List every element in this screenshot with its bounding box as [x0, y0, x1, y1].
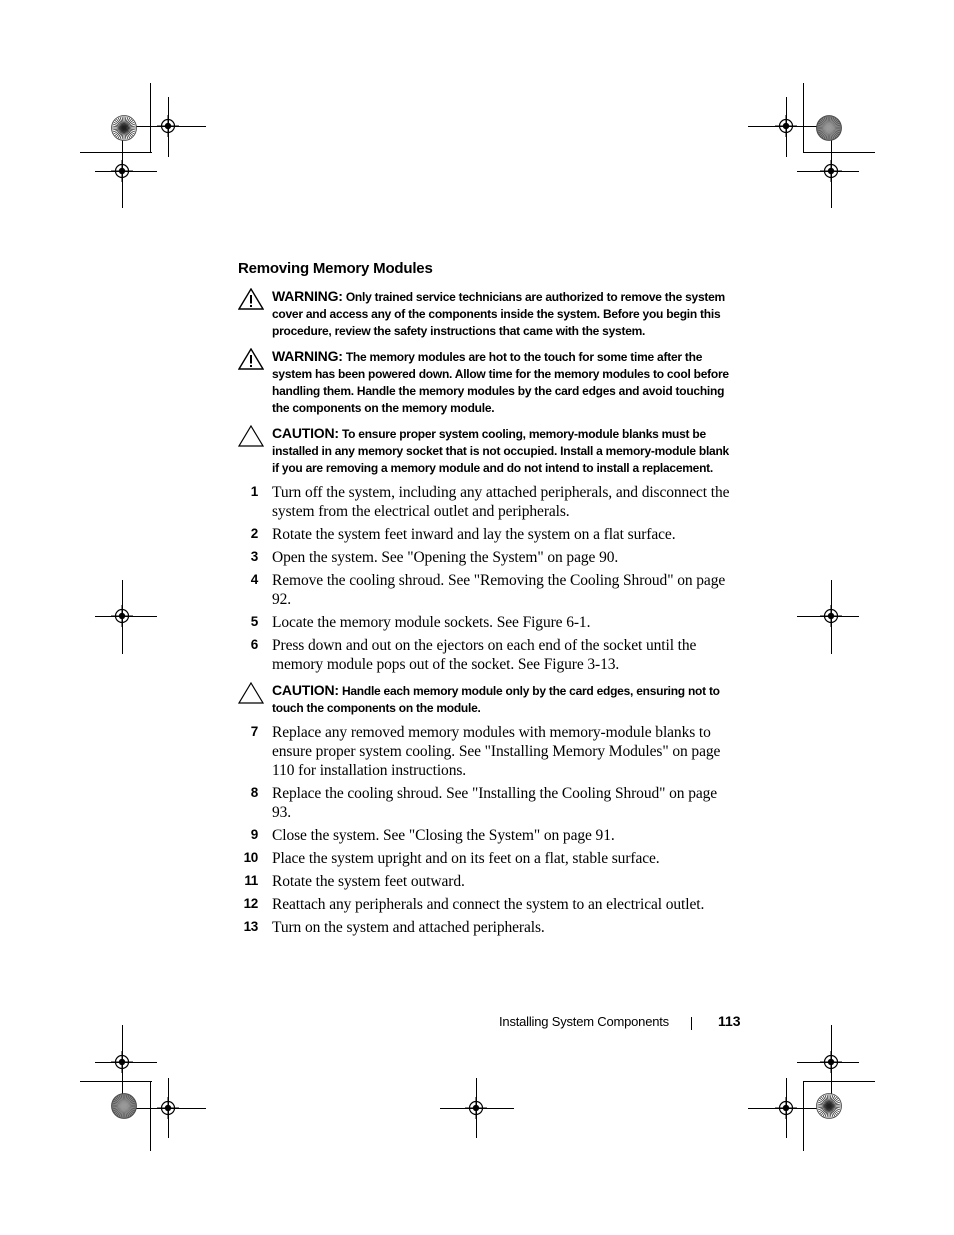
registration-mark-icon [111, 160, 133, 182]
notice-text: To ensure proper system cooling, memory-module blanks must be installed in any memory socket that is not occupied. Install a memory-module blank if you are removing a memory module and do not intend to install a replacement. [272, 427, 729, 475]
step-item [238, 548, 738, 567]
registration-mark-icon [111, 605, 133, 627]
step-item [238, 895, 738, 914]
step-item [238, 826, 738, 845]
step-item [238, 636, 738, 674]
step-number: 2 [250, 526, 258, 541]
step-number: 1 [250, 484, 258, 499]
step-number: 6 [250, 637, 258, 652]
step-number: 10 [243, 850, 258, 865]
notice-body [272, 288, 738, 340]
step-number: 7 [250, 724, 258, 739]
registration-mark-icon [465, 1097, 487, 1119]
crop-line [80, 1081, 152, 1082]
registration-mark-icon [820, 160, 842, 182]
notice-body [272, 425, 738, 477]
registration-mark-icon [157, 115, 179, 137]
step-number: 5 [250, 614, 258, 629]
color-target-icon [816, 1093, 842, 1119]
notice-label: WARNING: [272, 288, 343, 304]
color-target-icon [816, 115, 842, 141]
step-item [238, 849, 738, 868]
steps-list [238, 723, 738, 937]
color-target-icon [111, 1093, 137, 1119]
registration-mark-icon [820, 605, 842, 627]
step-number: 12 [243, 896, 258, 911]
notice-label: WARNING: [272, 348, 343, 364]
step-number: 13 [243, 919, 258, 934]
step-text: Press down and out on the ejectors on each end of the socket until the memory module pops out of the socket. See Figure 3-13. [272, 637, 697, 673]
registration-mark-icon [820, 1051, 842, 1073]
step-text: Replace the cooling shroud. See "Installing the Cooling Shroud" on page 93. [272, 785, 718, 821]
registration-mark-icon [775, 1097, 797, 1119]
step-number: 8 [250, 785, 258, 800]
page-content [238, 258, 738, 937]
step-text: Turn off the system, including any attached peripherals, and disconnect the system from the electrical outlet and peripherals. [272, 484, 730, 520]
footer-section-name: Installing System Components [499, 1014, 669, 1029]
caution-notice [238, 682, 738, 717]
steps-list [238, 483, 738, 674]
step-item [238, 571, 738, 609]
notice-label: CAUTION: [272, 425, 339, 441]
step-item [238, 872, 738, 891]
registration-mark-icon [111, 1051, 133, 1073]
step-item [238, 723, 738, 780]
step-item [238, 525, 738, 544]
crop-line [803, 152, 875, 153]
step-item [238, 613, 738, 632]
step-text: Turn on the system and attached peripherals. [272, 919, 545, 936]
crop-line [803, 1081, 875, 1082]
crop-line [80, 152, 152, 153]
step-number: 9 [250, 827, 258, 842]
warning-notice [238, 348, 738, 417]
step-text: Place the system upright and on its feet on a flat, stable surface. [272, 850, 660, 867]
crop-line [150, 83, 151, 153]
step-number: 11 [244, 873, 258, 888]
crop-line [803, 1081, 804, 1151]
step-number: 3 [250, 549, 258, 564]
caution-notice [238, 425, 738, 477]
crop-line [150, 1081, 151, 1151]
caution-icon [238, 425, 264, 447]
warning-icon [238, 288, 264, 310]
step-text: Remove the cooling shroud. See "Removing the Cooling Shroud" on page 92. [272, 572, 726, 608]
color-target-icon [111, 115, 137, 141]
warning-notice [238, 288, 738, 340]
caution-icon [238, 682, 264, 704]
step-item [238, 483, 738, 521]
notice-body [272, 348, 738, 417]
step-text: Close the system. See "Closing the System" on page 91. [272, 827, 615, 844]
notice-label: CAUTION: [272, 682, 339, 698]
warning-icon [238, 348, 264, 370]
step-number: 4 [250, 572, 258, 587]
page-number: 113 [718, 1013, 741, 1029]
registration-mark-icon [775, 115, 797, 137]
registration-mark-icon [157, 1097, 179, 1119]
step-item [238, 918, 738, 937]
notice-body [272, 682, 738, 717]
step-text: Reattach any peripherals and connect the system to an electrical outlet. [272, 896, 705, 913]
section-title: Removing Memory Modules [238, 260, 433, 277]
step-item [238, 784, 738, 822]
notice-text: Handle each memory module only by the card edges, ensuring not to touch the components on the module. [272, 684, 720, 715]
step-text: Rotate the system feet outward. [272, 873, 465, 890]
step-text: Open the system. See "Opening the System" on page 90. [272, 549, 619, 566]
notice-text: Only trained service technicians are authorized to remove the system cover and access any of the components inside the system. Before you begin this procedure, review the safety instructions that came with the system. [272, 290, 725, 338]
step-text: Replace any removed memory modules with memory-module blanks to ensure proper system cooling. See "Installing Memory Modules" on page 110 for installation instructions. [272, 724, 721, 779]
notice-text: The memory modules are hot to the touch for some time after the system has been powered down. Allow time for the memory modules to cool before handling them. Handle the memory modules by the card edges and avoid touching the components on the memory module. [272, 350, 729, 415]
footer-separator [691, 1017, 692, 1030]
crop-line [803, 83, 804, 153]
step-text: Locate the memory module sockets. See Figure 6-1. [272, 614, 591, 631]
step-text: Rotate the system feet inward and lay the system on a flat surface. [272, 526, 676, 543]
